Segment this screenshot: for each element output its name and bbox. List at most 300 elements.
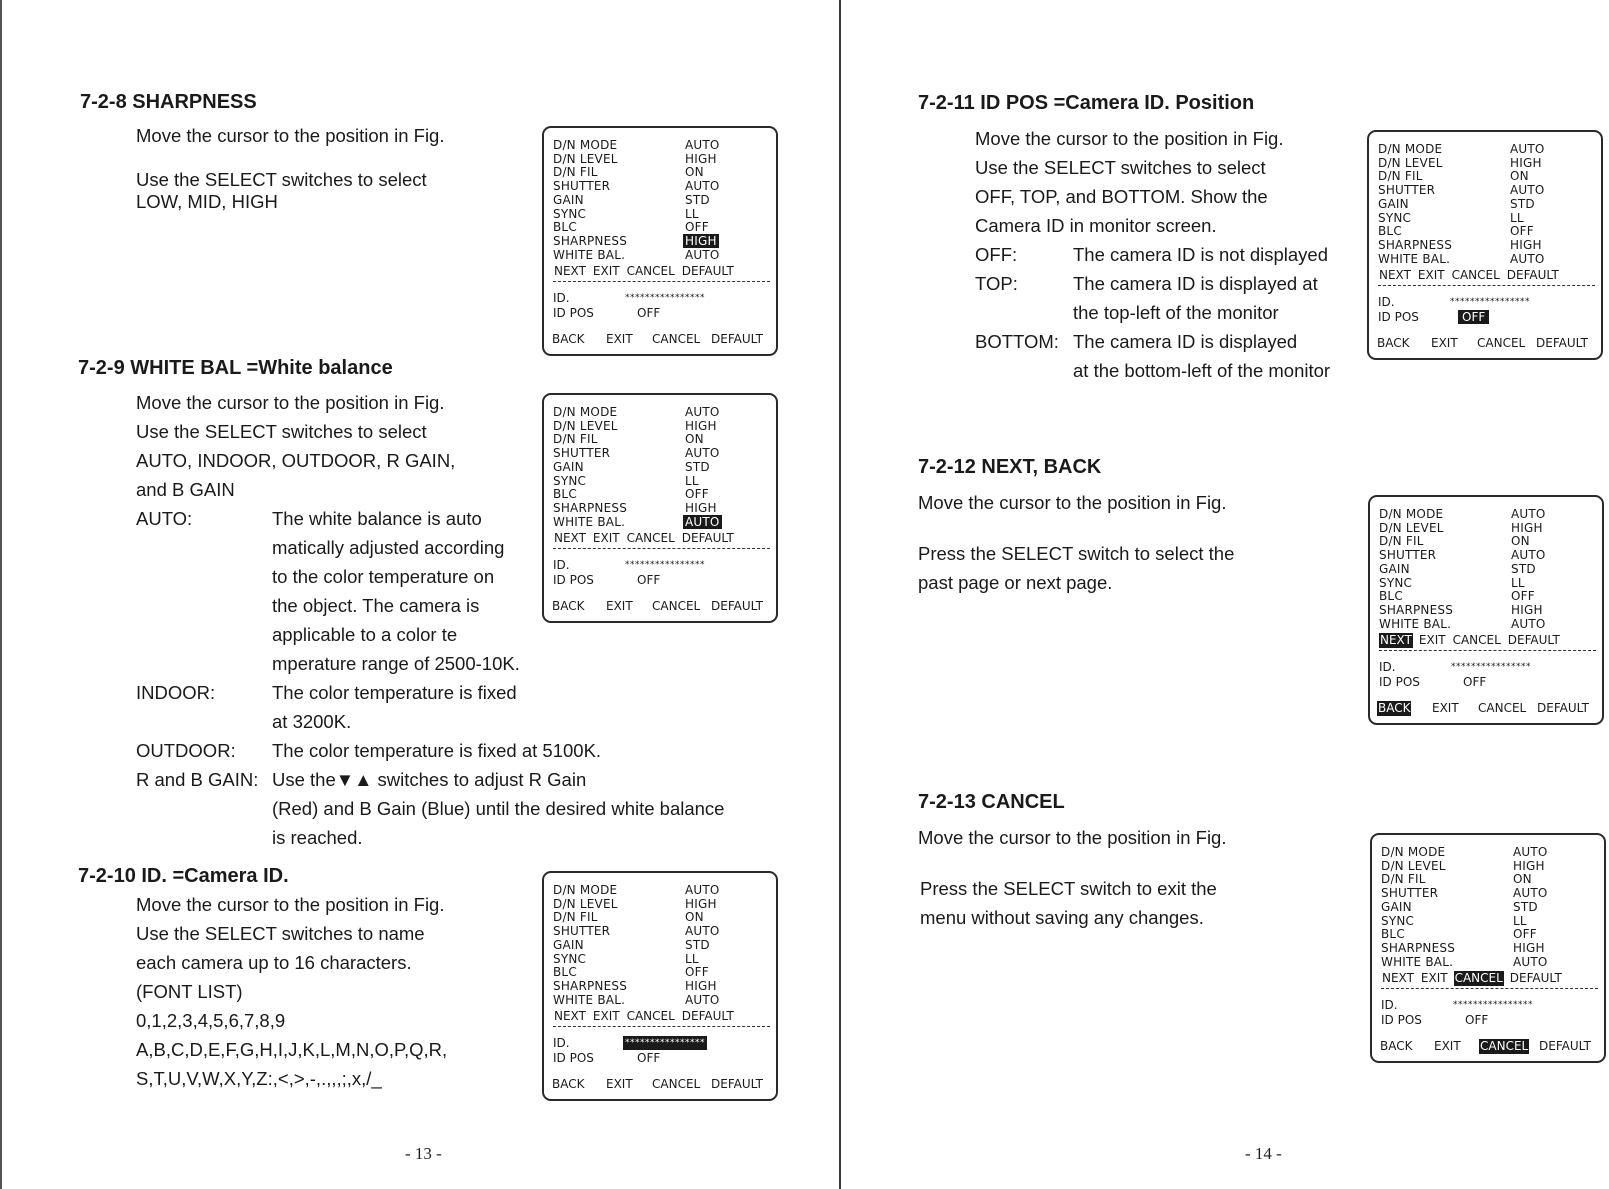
osd-row-label: SHUTTER bbox=[553, 446, 611, 461]
osd-row-label: D/N FIL bbox=[553, 910, 598, 925]
osd-row bbox=[544, 405, 776, 419]
osd-row-value: HIGH bbox=[685, 896, 717, 911]
outdoor-term: OUTDOOR: bbox=[136, 740, 236, 761]
osd-row-value: LL bbox=[685, 473, 699, 488]
osd-row-value: ON bbox=[685, 432, 704, 447]
osd-nav-default[interactable]: DEFAULT bbox=[681, 264, 734, 278]
off-term: OFF: bbox=[975, 244, 1018, 265]
osd-bottom-back[interactable]: BACK bbox=[1380, 1039, 1413, 1053]
osd-row-label: WHITE BAL. bbox=[1379, 616, 1452, 631]
osd-row-label: WHITE BAL. bbox=[553, 514, 626, 529]
osd-bottom-back[interactable]: BACK bbox=[1377, 336, 1410, 350]
osd-row-label: D/N MODE bbox=[1379, 507, 1444, 521]
osd-row bbox=[544, 487, 776, 501]
page-number-14: - 14 - bbox=[1245, 1144, 1282, 1163]
osd-row-label: D/N LEVEL bbox=[1381, 858, 1446, 873]
osd-row-label: D/N MODE bbox=[1381, 845, 1446, 859]
osd-row-label: SHARPNESS bbox=[553, 978, 628, 993]
osd-row-label: SHUTTER bbox=[1378, 183, 1436, 198]
osd-bottom-back[interactable]: BACK bbox=[552, 599, 585, 613]
osd-row bbox=[544, 138, 776, 152]
heading-white-bal: 7-2-9 WHITE BAL =White balance bbox=[78, 357, 393, 379]
osd-row-value: OFF bbox=[1511, 589, 1535, 604]
osd-nav-row bbox=[553, 1009, 740, 1024]
osd-bottom-row bbox=[551, 1077, 771, 1092]
osd-nav-cancel[interactable]: CANCEL bbox=[1452, 633, 1501, 647]
osd-row-value: HIGH bbox=[685, 418, 717, 433]
osd-row-label: SHUTTER bbox=[1379, 548, 1437, 563]
osd-bottom-default[interactable]: DEFAULT bbox=[711, 1077, 763, 1091]
osd-nav-cancel[interactable]: CANCEL bbox=[626, 531, 675, 545]
osd-row-value: STD bbox=[685, 192, 710, 207]
osd-bottom-back[interactable]: BACK bbox=[1378, 701, 1411, 715]
osd-idpos-label: ID POS bbox=[1379, 675, 1420, 689]
osd-row bbox=[544, 993, 776, 1007]
osd-idpos-value[interactable]: OFF bbox=[1465, 1013, 1489, 1027]
osd-row bbox=[1370, 548, 1602, 562]
osd-bottom-default[interactable]: DEFAULT bbox=[711, 599, 763, 613]
osd-row bbox=[544, 419, 776, 433]
osd-row bbox=[1372, 914, 1604, 928]
osd-nav-exit[interactable]: EXIT bbox=[592, 1009, 620, 1023]
osd-row-value: AUTO bbox=[1511, 507, 1546, 521]
osd-idpos-value[interactable]: OFF bbox=[637, 1051, 661, 1065]
osd-row bbox=[544, 924, 776, 938]
osd-row bbox=[544, 883, 776, 897]
next-back-text-1: Move the cursor to the position in Fig. bbox=[918, 492, 1227, 513]
osd-divider bbox=[1379, 650, 1596, 651]
osd-bottom-exit[interactable]: EXIT bbox=[606, 332, 633, 346]
osd-row-value: AUTO bbox=[685, 883, 720, 897]
osd-row bbox=[544, 248, 776, 262]
osd-row-value: STD bbox=[685, 459, 710, 474]
osd-row-label: BLC bbox=[553, 487, 577, 502]
osd-row-label: SHARPNESS bbox=[1379, 602, 1454, 617]
osd-nav-default[interactable]: DEFAULT bbox=[681, 1009, 734, 1023]
osd-row-value: ON bbox=[685, 910, 704, 925]
osd-row bbox=[1369, 142, 1601, 156]
camera-id-text: Move the cursor to the position in Fig. Use the SELECT switches to name each camera up to 16 characters. (FONT LIST) 0,1,2,3,4,5,6,7,8,9 A,B,C,D,E,F,G,H,I,J,K,L,M,N,O,P,Q,R, S,T,U,V,W,X,Y,Z:,<,>,-,.,,,;,x,/_ bbox=[136, 894, 448, 1089]
osd-bottom-default[interactable]: DEFAULT bbox=[711, 332, 763, 346]
osd-bottom-default[interactable]: DEFAULT bbox=[1539, 1039, 1591, 1053]
indoor-term: INDOOR: bbox=[136, 682, 216, 703]
osd-row-label: GAIN bbox=[553, 937, 584, 952]
osd-row-label: GAIN bbox=[1378, 196, 1409, 211]
osd-bottom-default[interactable]: DEFAULT bbox=[1537, 701, 1589, 715]
osd-row-value: OFF bbox=[685, 965, 709, 980]
osd-idpos-row bbox=[553, 573, 763, 587]
osd-row bbox=[1372, 941, 1604, 955]
osd-row-value: LL bbox=[685, 206, 699, 221]
osd-row-label: WHITE BAL. bbox=[553, 992, 626, 1007]
osd-row bbox=[1370, 507, 1602, 521]
osd-row-label: SHARPNESS bbox=[553, 233, 628, 248]
osd-row-label: GAIN bbox=[1381, 899, 1412, 914]
osd-row bbox=[544, 165, 776, 179]
osd-nav-next[interactable]: NEXT bbox=[554, 531, 586, 545]
osd-row-label: BLC bbox=[1378, 224, 1402, 239]
white-bal-intro: Move the cursor to the position in Fig. Use the SELECT switches to select AUTO, INDOOR, OUTDOOR, R GAIN, and B GAIN bbox=[136, 392, 456, 500]
osd-bottom-cancel[interactable]: CANCEL bbox=[1477, 336, 1526, 350]
osd-row bbox=[544, 979, 776, 993]
next-back-text-2: Press the SELECT switch to select the past page or next page. bbox=[918, 543, 1235, 593]
osd-bottom-cancel[interactable]: CANCEL bbox=[1480, 1039, 1529, 1053]
osd-row-value: AUTO bbox=[1511, 548, 1546, 563]
osd-row-value: HIGH bbox=[1510, 155, 1542, 170]
osd-row bbox=[1369, 238, 1601, 252]
osd-row bbox=[544, 897, 776, 911]
osd-row bbox=[1372, 886, 1604, 900]
osd-bottom-row bbox=[1379, 1039, 1599, 1054]
osd-row bbox=[1370, 589, 1602, 603]
osd-nav-default[interactable]: DEFAULT bbox=[1509, 971, 1562, 985]
osd-bottom-row bbox=[1376, 336, 1596, 351]
osd-nav-next[interactable]: NEXT bbox=[1382, 971, 1414, 985]
osd-idpos-row bbox=[553, 306, 763, 320]
osd-bottom-default[interactable]: DEFAULT bbox=[1536, 336, 1588, 350]
osd-row-label: D/N FIL bbox=[553, 432, 598, 447]
osd-divider bbox=[1381, 988, 1598, 989]
osd-divider bbox=[553, 548, 770, 549]
osd-row-label: D/N LEVEL bbox=[553, 418, 618, 433]
osd-row-label: GAIN bbox=[553, 459, 584, 474]
osd-row-label: SHARPNESS bbox=[1381, 940, 1456, 955]
osd-row bbox=[544, 179, 776, 193]
osd-nav-row bbox=[1379, 633, 1566, 648]
osd-row-label: D/N FIL bbox=[1381, 872, 1426, 887]
osd-id-row bbox=[1378, 295, 1588, 309]
osd-id-label: ID. bbox=[1381, 998, 1398, 1012]
bottom-term: BOTTOM: bbox=[975, 331, 1059, 352]
osd-nav-next[interactable]: NEXT bbox=[554, 1009, 586, 1023]
osd-idpos-row bbox=[553, 1051, 763, 1065]
osd-row-value: AUTO bbox=[1513, 886, 1548, 901]
osd-nav-cancel[interactable]: CANCEL bbox=[626, 264, 675, 278]
osd-row-label: BLC bbox=[553, 965, 577, 980]
osd-id-value: **************** bbox=[1450, 297, 1530, 307]
osd-row-value: AUTO bbox=[1510, 142, 1545, 156]
osd-nav-exit[interactable]: EXIT bbox=[1417, 268, 1445, 282]
osd-nav-next[interactable]: NEXT bbox=[1380, 633, 1412, 647]
osd-row-label: D/N FIL bbox=[553, 165, 598, 180]
osd-row-value: AUTO bbox=[1513, 954, 1548, 969]
bottom-desc: The camera ID is displayed at the bottom-left of the monitor bbox=[1073, 331, 1331, 381]
osd-idpos-value[interactable]: OFF bbox=[1463, 675, 1487, 689]
osd-row bbox=[544, 220, 776, 234]
osd-row bbox=[544, 474, 776, 488]
off-desc: The camera ID is not displayed bbox=[1073, 244, 1329, 265]
osd-bottom-cancel[interactable]: CANCEL bbox=[652, 599, 701, 613]
osd-row-value: AUTO bbox=[1510, 251, 1545, 266]
osd-bottom-exit[interactable]: EXIT bbox=[1434, 1039, 1461, 1053]
osd-divider bbox=[553, 281, 770, 282]
osd-id-value: **************** bbox=[625, 293, 705, 303]
osd-row bbox=[1370, 562, 1602, 576]
osd-row bbox=[1369, 252, 1601, 266]
osd-bottom-exit[interactable]: EXIT bbox=[606, 599, 633, 613]
osd-idpos-value[interactable]: OFF bbox=[637, 306, 661, 320]
osd-bottom-cancel[interactable]: CANCEL bbox=[652, 332, 701, 346]
osd-id-label: ID. bbox=[1378, 295, 1395, 309]
osd-row-label: WHITE BAL. bbox=[1378, 251, 1451, 266]
id-pos-intro: Move the cursor to the position in Fig. Use the SELECT switches to select OFF, TOP, and BOTTOM. Show the Camera ID in monitor screen. bbox=[975, 128, 1284, 236]
osd-row bbox=[544, 965, 776, 979]
osd-menu-camera-id bbox=[542, 871, 778, 1101]
osd-row-value: ON bbox=[685, 165, 704, 180]
rb-term: R and B GAIN: bbox=[136, 769, 259, 790]
osd-row-value: LL bbox=[1511, 575, 1525, 590]
osd-row-label: D/N LEVEL bbox=[553, 151, 618, 166]
osd-idpos-row bbox=[1381, 1013, 1591, 1027]
osd-row bbox=[1370, 534, 1602, 548]
osd-row-label: SHUTTER bbox=[553, 179, 611, 194]
osd-row bbox=[544, 446, 776, 460]
osd-row bbox=[1370, 521, 1602, 535]
indoor-desc: The color temperature is fixed at 3200K. bbox=[272, 682, 517, 732]
osd-menu-next-back bbox=[1368, 495, 1604, 725]
osd-row bbox=[544, 515, 776, 529]
osd-row-value: AUTO bbox=[1513, 845, 1548, 859]
osd-row-value: AUTO bbox=[685, 179, 720, 194]
osd-id-row bbox=[553, 1036, 763, 1050]
osd-nav-default[interactable]: DEFAULT bbox=[1507, 633, 1560, 647]
auto-desc: The white balance is auto matically adjusted according to the color temperature on the object. The camera is applicable to a color te mperature range of 2500-10K. bbox=[272, 508, 520, 674]
osd-row bbox=[544, 207, 776, 221]
osd-row bbox=[1372, 872, 1604, 886]
osd-row-label: SYNC bbox=[1379, 575, 1413, 590]
osd-row-value: STD bbox=[1510, 196, 1535, 211]
osd-row bbox=[1372, 955, 1604, 969]
osd-id-value: **************** bbox=[1453, 1000, 1533, 1010]
osd-idpos-row bbox=[1379, 675, 1589, 689]
osd-id-value: **************** bbox=[625, 1038, 705, 1048]
osd-nav-row bbox=[1381, 971, 1568, 986]
osd-row-value: STD bbox=[1513, 899, 1538, 914]
osd-row-value: AUTO bbox=[1511, 616, 1546, 631]
osd-nav-default[interactable]: DEFAULT bbox=[681, 531, 734, 545]
osd-row bbox=[544, 952, 776, 966]
osd-bottom-cancel[interactable]: CANCEL bbox=[1478, 701, 1527, 715]
osd-row-value: OFF bbox=[1510, 224, 1534, 239]
osd-row-label: GAIN bbox=[553, 192, 584, 207]
osd-id-label: ID. bbox=[1379, 660, 1396, 674]
page-divider bbox=[839, 0, 841, 1189]
osd-menu-white-bal bbox=[542, 393, 778, 623]
osd-bottom-row bbox=[551, 599, 771, 614]
auto-term: AUTO: bbox=[136, 508, 193, 529]
osd-row-value: STD bbox=[685, 937, 710, 952]
osd-row bbox=[1372, 900, 1604, 914]
osd-row-value: HIGH bbox=[685, 978, 717, 993]
osd-id-label: ID. bbox=[553, 1036, 570, 1050]
osd-idpos-label: ID POS bbox=[553, 573, 594, 587]
osd-row-value: LL bbox=[1513, 913, 1527, 928]
osd-idpos-label: ID POS bbox=[1378, 310, 1419, 324]
heading-next-back: 7-2-12 NEXT, BACK bbox=[918, 456, 1102, 478]
osd-row bbox=[544, 432, 776, 446]
osd-row-value: LL bbox=[1510, 210, 1524, 225]
osd-row bbox=[544, 234, 776, 248]
osd-id-label: ID. bbox=[553, 558, 570, 572]
osd-row-value: AUTO bbox=[685, 446, 720, 461]
osd-idpos-value[interactable]: OFF bbox=[1458, 310, 1489, 324]
osd-row-value: HIGH bbox=[685, 151, 717, 166]
top-desc: The camera ID is displayed at the top-left of the monitor bbox=[1073, 273, 1318, 323]
osd-row-label: D/N FIL bbox=[1379, 534, 1424, 549]
osd-bottom-exit[interactable]: EXIT bbox=[1432, 701, 1459, 715]
osd-nav-row bbox=[553, 264, 740, 279]
osd-id-row bbox=[553, 291, 763, 305]
osd-divider bbox=[1378, 285, 1595, 286]
osd-nav-exit[interactable]: EXIT bbox=[592, 264, 620, 278]
osd-row bbox=[544, 910, 776, 924]
osd-row-value: HIGH bbox=[1513, 940, 1545, 955]
osd-menu-cancel bbox=[1370, 833, 1606, 1063]
osd-row bbox=[544, 938, 776, 952]
osd-row-value: OFF bbox=[1513, 927, 1537, 942]
osd-row-value: ON bbox=[1511, 534, 1530, 549]
osd-nav-exit[interactable]: EXIT bbox=[1420, 971, 1448, 985]
osd-row-label: BLC bbox=[1379, 589, 1403, 604]
osd-row-value: AUTO bbox=[685, 247, 720, 262]
osd-nav-exit[interactable]: EXIT bbox=[1418, 633, 1446, 647]
osd-bottom-back[interactable]: BACK bbox=[552, 332, 585, 346]
osd-id-value: **************** bbox=[1451, 662, 1531, 672]
page-number-13: - 13 - bbox=[405, 1144, 442, 1163]
osd-menu-id-pos bbox=[1367, 130, 1603, 360]
osd-row-label: D/N LEVEL bbox=[1378, 155, 1443, 170]
osd-nav-exit[interactable]: EXIT bbox=[592, 531, 620, 545]
osd-nav-row bbox=[553, 531, 740, 546]
osd-row-value: AUTO bbox=[1510, 183, 1545, 198]
osd-row-label: D/N MODE bbox=[553, 405, 618, 419]
osd-row-value: AUTO bbox=[685, 405, 720, 419]
osd-row-value: ON bbox=[1513, 872, 1532, 887]
osd-row bbox=[1369, 183, 1601, 197]
osd-row bbox=[1372, 845, 1604, 859]
osd-idpos-row bbox=[1378, 310, 1588, 324]
osd-row-label: D/N MODE bbox=[553, 138, 618, 152]
osd-row bbox=[1370, 617, 1602, 631]
osd-row bbox=[1370, 576, 1602, 590]
osd-row-label: SYNC bbox=[1378, 210, 1412, 225]
osd-row-value: HIGH bbox=[1510, 237, 1542, 252]
sharpness-text-2: Use the SELECT switches to select LOW, MID, HIGH bbox=[136, 169, 427, 212]
osd-row bbox=[544, 501, 776, 515]
osd-bottom-row bbox=[1377, 701, 1597, 716]
osd-nav-next[interactable]: NEXT bbox=[554, 264, 586, 278]
osd-idpos-label: ID POS bbox=[553, 1051, 594, 1065]
osd-row-label: BLC bbox=[553, 220, 577, 235]
osd-row-label: WHITE BAL. bbox=[1381, 954, 1454, 969]
osd-row bbox=[1369, 169, 1601, 183]
cancel-text-2: Press the SELECT switch to exit the menu without saving any changes. bbox=[920, 878, 1217, 928]
osd-row-value: HIGH bbox=[685, 233, 717, 248]
osd-row-label: SHUTTER bbox=[1381, 886, 1439, 901]
top-term: TOP: bbox=[975, 273, 1018, 294]
heading-sharpness: 7-2-8 SHARPNESS bbox=[80, 91, 257, 113]
osd-nav-cancel[interactable]: CANCEL bbox=[1451, 268, 1500, 282]
sharpness-text-1: Move the cursor to the position in Fig. bbox=[136, 125, 445, 146]
osd-row-label: SYNC bbox=[1381, 913, 1415, 928]
osd-nav-default[interactable]: DEFAULT bbox=[1506, 268, 1559, 282]
osd-row-value: LL bbox=[685, 951, 699, 966]
heading-camera-id: 7-2-10 ID. =Camera ID. bbox=[78, 865, 289, 887]
osd-id-row bbox=[1379, 660, 1589, 674]
osd-bottom-row bbox=[551, 332, 771, 347]
osd-row-label: D/N LEVEL bbox=[553, 896, 618, 911]
osd-row bbox=[1372, 927, 1604, 941]
osd-row bbox=[1370, 603, 1602, 617]
osd-row-label: WHITE BAL. bbox=[553, 247, 626, 262]
osd-bottom-back[interactable]: BACK bbox=[552, 1077, 585, 1091]
osd-bottom-cancel[interactable]: CANCEL bbox=[652, 1077, 701, 1091]
osd-row bbox=[544, 193, 776, 207]
osd-bottom-exit[interactable]: EXIT bbox=[1431, 336, 1458, 350]
osd-row-value: AUTO bbox=[685, 514, 720, 529]
osd-row-value: OFF bbox=[685, 487, 709, 502]
osd-row-label: D/N FIL bbox=[1378, 169, 1423, 184]
osd-row-label: SHARPNESS bbox=[1378, 237, 1453, 252]
osd-row-value: AUTO bbox=[685, 924, 720, 939]
osd-idpos-label: ID POS bbox=[1381, 1013, 1422, 1027]
osd-menu-sharpness bbox=[542, 126, 778, 356]
rb-desc: Use the▼▲ switches to adjust R Gain (Red) and B Gain (Blue) until the desired white balance is reached. bbox=[272, 769, 725, 848]
osd-row bbox=[1369, 156, 1601, 170]
osd-idpos-label: ID POS bbox=[553, 306, 594, 320]
osd-row bbox=[1369, 224, 1601, 238]
osd-idpos-value[interactable]: OFF bbox=[637, 573, 661, 587]
osd-row-value: HIGH bbox=[1511, 520, 1543, 535]
osd-divider bbox=[553, 1026, 770, 1027]
osd-row-label: D/N MODE bbox=[1378, 142, 1443, 156]
osd-nav-cancel[interactable]: CANCEL bbox=[626, 1009, 675, 1023]
osd-id-row bbox=[1381, 998, 1591, 1012]
osd-row bbox=[1372, 859, 1604, 873]
osd-bottom-exit[interactable]: EXIT bbox=[606, 1077, 633, 1091]
osd-id-label: ID. bbox=[553, 291, 570, 305]
osd-row-label: D/N MODE bbox=[553, 883, 618, 897]
osd-row bbox=[544, 152, 776, 166]
osd-row bbox=[1369, 211, 1601, 225]
osd-row-label: D/N LEVEL bbox=[1379, 520, 1444, 535]
osd-row-label: GAIN bbox=[1379, 561, 1410, 576]
osd-row-value: OFF bbox=[685, 220, 709, 235]
osd-nav-cancel[interactable]: CANCEL bbox=[1454, 971, 1503, 985]
osd-row-value: HIGH bbox=[1513, 858, 1545, 873]
osd-id-row bbox=[553, 558, 763, 572]
osd-row-label: SYNC bbox=[553, 473, 587, 488]
osd-row-label: SYNC bbox=[553, 206, 587, 221]
osd-row-label: SHARPNESS bbox=[553, 500, 628, 515]
outdoor-desc: The color temperature is fixed at 5100K. bbox=[272, 740, 602, 761]
heading-cancel: 7-2-13 CANCEL bbox=[918, 791, 1065, 813]
osd-nav-next[interactable]: NEXT bbox=[1379, 268, 1411, 282]
osd-row-value: HIGH bbox=[685, 500, 717, 515]
osd-row-label: BLC bbox=[1381, 927, 1405, 942]
heading-id-pos: 7-2-11 ID POS =Camera ID. Position bbox=[918, 92, 1255, 114]
osd-row-value: AUTO bbox=[685, 138, 720, 152]
osd-row-value: AUTO bbox=[685, 992, 720, 1007]
osd-row-label: SHUTTER bbox=[553, 924, 611, 939]
osd-id-value: **************** bbox=[625, 560, 705, 570]
cancel-text-1: Move the cursor to the position in Fig. bbox=[918, 827, 1227, 848]
osd-row bbox=[1369, 197, 1601, 211]
osd-nav-row bbox=[1378, 268, 1565, 283]
osd-row bbox=[544, 460, 776, 474]
osd-row-value: STD bbox=[1511, 561, 1536, 576]
osd-row-value: ON bbox=[1510, 169, 1529, 184]
